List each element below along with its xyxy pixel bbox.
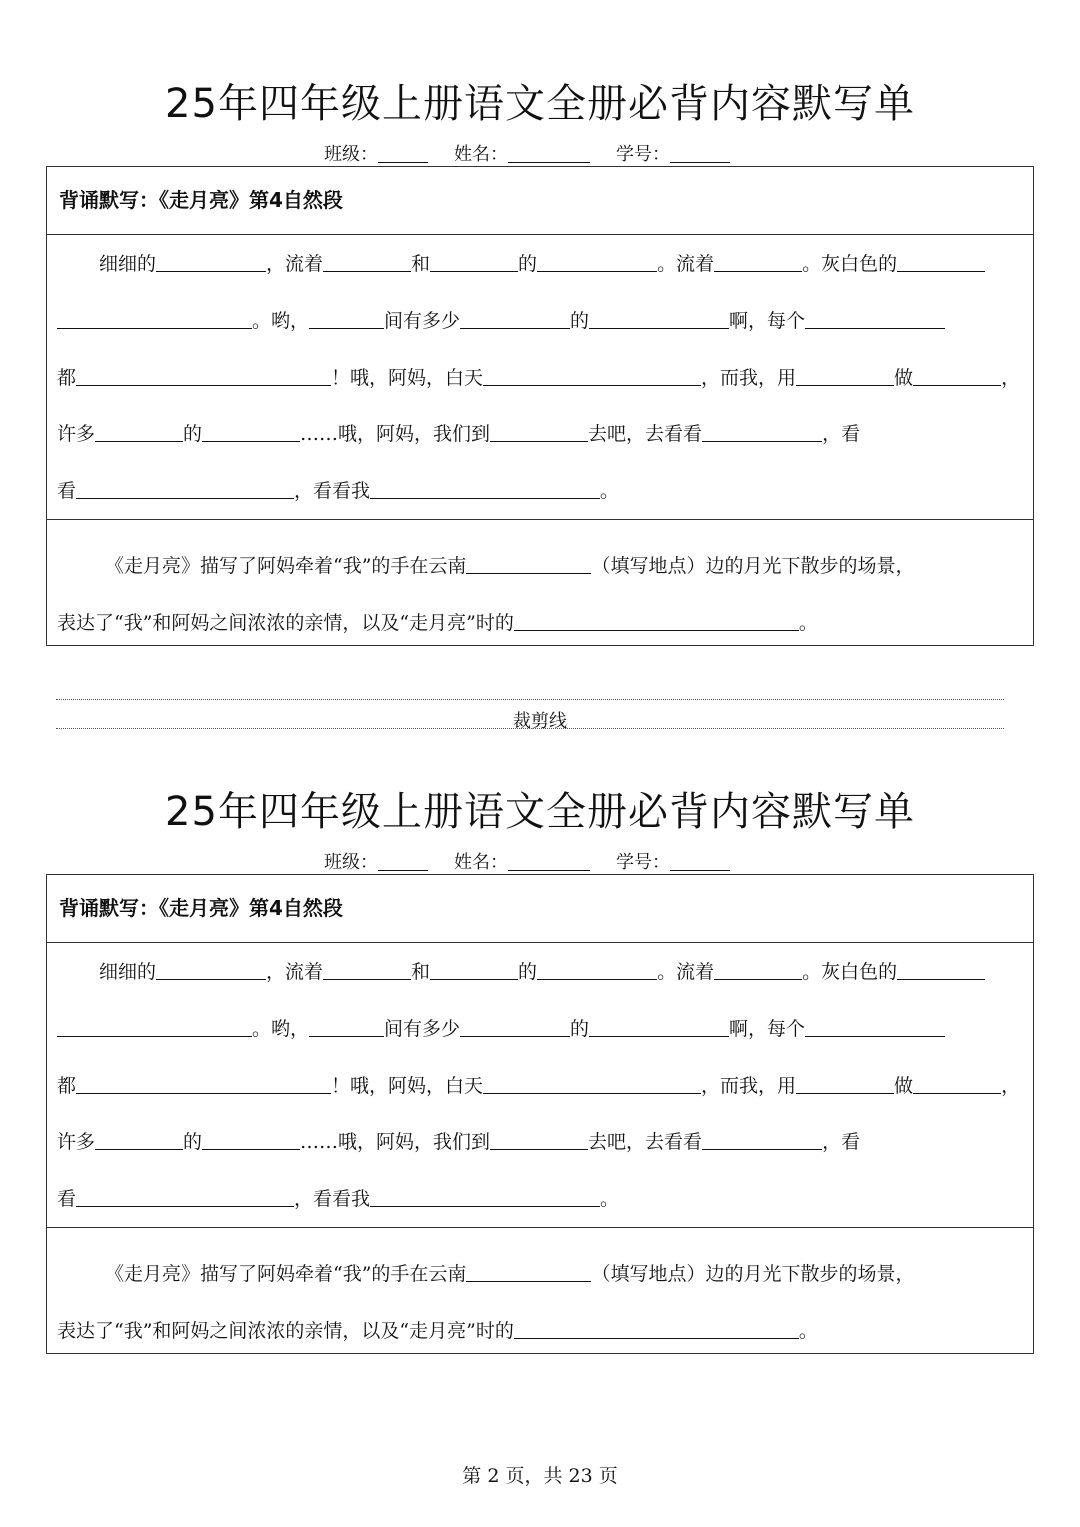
text-segment: ， (1001, 1075, 1021, 1097)
cut-line-label: 裁剪线 (513, 711, 567, 732)
recitation-body (47, 943, 1033, 1228)
fill-in-blank[interactable] (76, 1186, 294, 1207)
fill-in-blank[interactable] (714, 959, 802, 980)
text-segment: 的 (518, 253, 538, 275)
fill-in-blank[interactable] (913, 365, 1001, 386)
fill-in-blank[interactable] (466, 553, 591, 574)
text-segment: 细细的 (99, 961, 157, 983)
worksheet-title: 25年四年级上册语文全册必背内容默写单 (165, 789, 915, 835)
text-segment: 许多 (57, 1131, 96, 1153)
text-segment: 都 (57, 1075, 77, 1097)
fill-in-blank[interactable] (796, 365, 894, 386)
text-segment: ……哦，阿妈，我们到 (300, 423, 491, 445)
fill-in-blank[interactable] (370, 478, 600, 499)
fill-in-blank[interactable] (370, 1186, 600, 1207)
text-line (57, 610, 818, 634)
text-line (57, 1073, 1020, 1097)
fill-in-blank[interactable] (202, 1129, 300, 1150)
fill-in-blank[interactable] (589, 308, 729, 329)
section-heading: 背诵默写：《走月亮》第4自然段 (47, 167, 1033, 235)
text-segment: 的 (183, 1131, 203, 1153)
fill-in-blank[interactable] (805, 1016, 945, 1037)
fill-in-blank[interactable] (805, 308, 945, 329)
worksheet-title: 25年四年级上册语文全册必背内容默写单 (165, 81, 915, 127)
fill-in-blank[interactable] (57, 1016, 252, 1037)
fill-in-blank[interactable] (483, 365, 701, 386)
worksheet-2 (0, 708, 1080, 1408)
recitation-body (47, 235, 1033, 520)
info-label: 姓名： (454, 144, 508, 165)
text-segment: 做 (894, 1075, 914, 1097)
text-segment: 。流着 (657, 961, 715, 983)
text-segment: ，看看我 (294, 480, 371, 502)
info-label: 班级： (324, 852, 378, 873)
fill-in-blank[interactable] (913, 1073, 1001, 1094)
text-line (57, 478, 619, 502)
info-blank[interactable] (670, 144, 730, 163)
text-segment: ，流着 (266, 961, 324, 983)
fill-in-blank[interactable] (466, 1261, 591, 1282)
text-line (57, 1016, 945, 1040)
fill-in-blank[interactable] (714, 251, 802, 272)
summary-section (47, 520, 1033, 648)
fill-in-blank[interactable] (57, 308, 252, 329)
text-segment: 。灰白色的 (802, 253, 898, 275)
text-segment: ，而我，用 (701, 1075, 797, 1097)
text-segment: 间有多少 (384, 1018, 461, 1040)
fill-in-blank[interactable] (490, 1129, 588, 1150)
text-segment: 做 (894, 367, 914, 389)
fill-in-blank[interactable] (483, 1073, 701, 1094)
student-info (0, 140, 1080, 166)
text-line (57, 421, 860, 445)
fill-in-blank[interactable] (202, 421, 300, 442)
text-line (57, 959, 985, 983)
text-segment: 的 (570, 310, 590, 332)
fill-in-blank[interactable] (430, 251, 518, 272)
text-segment: 啊，每个 (729, 1018, 806, 1040)
fill-in-blank[interactable] (460, 1016, 570, 1037)
fill-in-blank[interactable] (490, 421, 588, 442)
info-label: 学号： (616, 144, 670, 165)
text-segment: 《走月亮》描写了阿妈牵着“我”的手在云南 (105, 555, 467, 577)
info-label: 姓名： (454, 852, 508, 873)
fill-in-blank[interactable] (589, 1016, 729, 1037)
text-segment: 。 (600, 480, 620, 502)
text-segment: ， (1001, 367, 1021, 389)
worksheet-1 (0, 0, 1080, 700)
fill-in-blank[interactable] (897, 251, 985, 272)
text-segment: 和 (411, 961, 431, 983)
text-segment: 看 (57, 1188, 77, 1210)
fill-in-blank[interactable] (156, 959, 266, 980)
text-segment: 看 (57, 480, 77, 502)
text-segment: 。 (798, 612, 818, 634)
text-segment: 啊，每个 (729, 310, 806, 332)
page-footer: 第 2 页，共 23 页 (462, 1465, 618, 1487)
text-segment: ，而我，用 (701, 367, 797, 389)
fill-in-blank[interactable] (796, 1073, 894, 1094)
fill-in-blank[interactable] (430, 959, 518, 980)
section-heading: 背诵默写：《走月亮》第4自然段 (47, 875, 1033, 943)
recitation-box (46, 166, 1034, 646)
fill-in-blank[interactable] (323, 959, 411, 980)
text-line (57, 1129, 860, 1153)
text-segment: 表达了“我”和阿妈之间浓浓的亲情，以及“走月亮”时的 (57, 612, 514, 634)
info-blank[interactable] (508, 144, 590, 163)
text-line (57, 308, 945, 332)
fill-in-blank[interactable] (537, 251, 657, 272)
text-segment: 。哟， (252, 310, 310, 332)
text-segment: 的 (183, 423, 203, 445)
text-line (57, 553, 914, 577)
text-segment: 《走月亮》描写了阿妈牵着“我”的手在云南 (105, 1263, 467, 1285)
fill-in-blank[interactable] (702, 1129, 822, 1150)
text-segment: 的 (518, 961, 538, 983)
fill-in-blank[interactable] (323, 251, 411, 272)
text-segment: 去吧，去看看 (588, 1131, 703, 1153)
text-line (57, 1186, 619, 1210)
text-segment: ，看 (822, 1131, 861, 1153)
text-line (57, 1261, 914, 1285)
text-segment: 。流着 (657, 253, 715, 275)
fill-in-blank[interactable] (95, 421, 183, 442)
text-segment: 都 (57, 367, 77, 389)
fill-in-blank[interactable] (460, 308, 570, 329)
info-label: 班级： (324, 144, 378, 165)
text-segment: ……哦，阿妈，我们到 (300, 1131, 491, 1153)
info-label: 学号： (616, 852, 670, 873)
fill-in-blank[interactable] (76, 478, 294, 499)
fill-in-blank[interactable] (514, 610, 799, 631)
text-segment: ，流着 (266, 253, 324, 275)
info-blank[interactable] (378, 852, 428, 871)
fill-in-blank[interactable] (76, 365, 331, 386)
fill-in-blank[interactable] (76, 1073, 331, 1094)
text-segment: 表达了“我”和阿妈之间浓浓的亲情，以及“走月亮”时的 (57, 1320, 514, 1342)
text-segment: 。哟， (252, 1018, 310, 1040)
text-segment: 和 (411, 253, 431, 275)
fill-in-blank[interactable] (309, 308, 384, 329)
text-segment: 的 (570, 1018, 590, 1040)
info-blank[interactable] (670, 852, 730, 871)
text-segment: （填写地点）边的月光下散步的场景， (591, 555, 915, 577)
fill-in-blank[interactable] (537, 959, 657, 980)
fill-in-blank[interactable] (309, 1016, 384, 1037)
text-segment: ！哦，阿妈，白天 (331, 367, 484, 389)
fill-in-blank[interactable] (897, 959, 985, 980)
text-segment: ！哦，阿妈，白天 (331, 1075, 484, 1097)
text-segment: 许多 (57, 423, 96, 445)
fill-in-blank[interactable] (702, 421, 822, 442)
text-segment: 细细的 (99, 253, 157, 275)
student-info (0, 848, 1080, 874)
text-line (57, 365, 1020, 389)
text-segment: 间有多少 (384, 310, 461, 332)
text-segment: （填写地点）边的月光下散步的场景， (591, 1263, 915, 1285)
text-line (57, 251, 985, 275)
text-segment: 去吧，去看看 (588, 423, 703, 445)
fill-in-blank[interactable] (514, 1318, 799, 1339)
fill-in-blank[interactable] (95, 1129, 183, 1150)
text-segment: ，看 (822, 423, 861, 445)
text-segment: 。灰白色的 (802, 961, 898, 983)
text-segment: 。 (798, 1320, 818, 1342)
info-blank[interactable] (508, 852, 590, 871)
fill-in-blank[interactable] (156, 251, 266, 272)
info-blank[interactable] (378, 144, 428, 163)
text-segment: ，看看我 (294, 1188, 371, 1210)
text-segment: 。 (600, 1188, 620, 1210)
summary-section (47, 1228, 1033, 1356)
recitation-box (46, 874, 1034, 1354)
text-line (57, 1318, 818, 1342)
